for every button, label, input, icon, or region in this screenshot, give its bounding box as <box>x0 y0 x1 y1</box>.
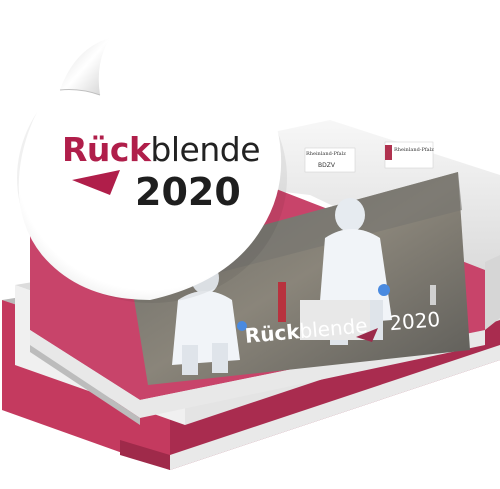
cover-title-rest: blende <box>298 313 369 344</box>
sticker-word-accent: Rück <box>62 130 151 169</box>
cover-title-year: 2020 <box>388 306 442 336</box>
sticker-year: 2020 <box>135 170 241 214</box>
sticker-logo <box>50 125 270 225</box>
sticker-word-rest: blende <box>150 130 261 169</box>
logo-label-center: BDZV <box>318 162 335 169</box>
logo-label-left: Rheinland-Pfalz <box>306 151 346 157</box>
cover-title-accent: Rück <box>243 319 301 348</box>
sticker-wordmark <box>62 130 261 169</box>
logo-label-right: Rheinland-Pfalz <box>394 147 434 153</box>
